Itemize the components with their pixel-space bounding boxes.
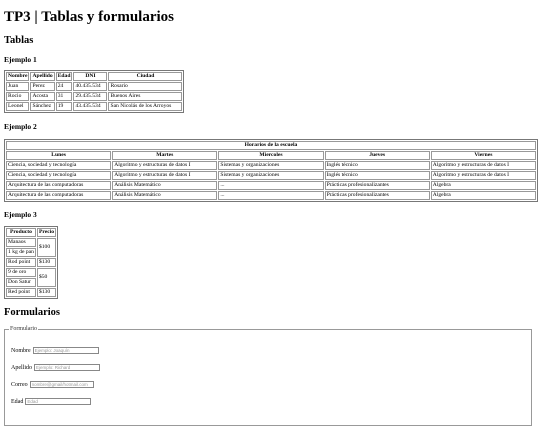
table-row [6, 288, 56, 297]
column-header: Lunes [6, 151, 111, 160]
table-cell: Leonel [6, 102, 29, 111]
table-cell: Algebra [431, 181, 536, 190]
price-cell: $50 [37, 268, 56, 287]
table-row [6, 181, 536, 190]
column-header: Ciudad [108, 72, 182, 81]
table-cell: Arquitectura de las computadoras [6, 181, 111, 190]
column-header: Martes [112, 151, 217, 160]
table-row [6, 258, 56, 267]
form-legend: Formulario [10, 326, 37, 332]
table-cell: Red point [6, 288, 36, 297]
table-row [6, 161, 536, 170]
column-header: Viernes [431, 151, 536, 160]
table-row [6, 82, 182, 91]
price-cell: $130 [37, 258, 56, 267]
table-cell: ... [218, 181, 323, 190]
column-header: Edad [57, 73, 71, 79]
table-cell: Análisis Matemático [112, 191, 217, 200]
tables-heading: Tablas [4, 35, 34, 46]
table-cell: 9 de oro [6, 268, 36, 277]
name-input[interactable] [33, 347, 99, 354]
price-cell: $100 [37, 238, 56, 257]
table-cell: Sistemas y organizaciones [218, 171, 323, 180]
table-cell: 43.435.534 [73, 102, 107, 111]
email-label: Correo [11, 381, 28, 388]
table-header-row [6, 228, 56, 237]
table-row [6, 238, 56, 247]
table-cell: Arquitectura de las computadoras [6, 191, 111, 200]
table-cell: Sistemas y organizaciones [218, 161, 323, 170]
table-row [6, 171, 536, 180]
table-cell: Ciencia, sociedad y tecnología [6, 171, 111, 180]
column-header: Nombre [8, 73, 28, 79]
table-cell: Análisis Matemático [112, 181, 217, 190]
table-cell: Inglés técnico [325, 171, 430, 180]
table-cell: Juan [6, 82, 29, 91]
age-label: Edad [11, 398, 24, 405]
surname-input[interactable] [34, 364, 100, 371]
name-row [11, 347, 99, 354]
example-2-heading: Ejemplo 2 [4, 122, 37, 131]
table-header-row [6, 72, 182, 81]
table-cell: Ciencia, sociedad y tecnología [6, 161, 111, 170]
table-cell: 40.435.534 [73, 82, 107, 91]
surname-label: Apellido [11, 364, 32, 371]
name-label: Nombre [11, 347, 31, 354]
table-cell: Perez [30, 82, 54, 91]
table-cell: Inglés técnico [325, 161, 430, 170]
column-header: Jueves [325, 151, 430, 160]
column-header: Miercoles [218, 151, 323, 160]
email-row [11, 381, 94, 388]
table-cell: Rosario [108, 82, 182, 91]
age-row [11, 398, 91, 405]
email-input[interactable] [30, 381, 94, 388]
example-3-heading: Ejemplo 3 [4, 210, 37, 219]
table-cell: Rocio [6, 92, 29, 101]
table-cell: Algoritmo y estructuras de datos I [112, 161, 217, 170]
table-cell: Algoritmo y estructuras de datos I [112, 171, 217, 180]
schedule-caption: Horarios de la escuela [6, 141, 536, 150]
table-cell: 24 [56, 82, 73, 91]
table-cell: 31 [56, 92, 73, 101]
age-input[interactable] [25, 398, 91, 405]
table-header-row [6, 151, 536, 160]
table-cell: ... [218, 191, 323, 200]
page-title: TP3 | Tablas y formularios [4, 9, 174, 25]
table-cell: Acosta [30, 92, 54, 101]
table-row [6, 102, 182, 111]
table-row [6, 191, 536, 200]
form-fieldset [4, 326, 532, 426]
schedule-table [4, 139, 538, 202]
products-table [4, 226, 58, 299]
table-cell: Manaos [6, 238, 36, 247]
column-header: Precio [38, 229, 55, 235]
forms-heading: Formularios [4, 307, 60, 318]
price-cell: $130 [37, 288, 56, 297]
table-cell: Algebra [431, 191, 536, 200]
table-caption-row [6, 141, 536, 150]
column-header: Apellido [32, 73, 53, 79]
table-cell: San Nicolás de los Arroyos [108, 102, 182, 111]
table-cell: Don Satur [6, 278, 36, 287]
table-cell: Algoritmo y estructuras de datos I [431, 171, 536, 180]
example-1-heading: Ejemplo 1 [4, 55, 37, 64]
table-cell: Algoritmo y estructuras de datos I [431, 161, 536, 170]
table-cell: 19 [56, 102, 73, 111]
people-table [4, 70, 184, 113]
column-header: Producto [6, 228, 36, 237]
table-cell: Prácticas profesionalizantes [325, 181, 430, 190]
table-cell: Rod point [6, 258, 36, 267]
table-cell: Prácticas profesionalizantes [325, 191, 430, 200]
table-cell: 1 kg de pan [8, 249, 34, 255]
table-cell: 29.435.534 [73, 92, 107, 101]
table-cell: Sánchez [30, 102, 54, 111]
column-header: DNI [73, 72, 107, 81]
table-row [6, 92, 182, 101]
table-row [6, 268, 56, 277]
table-cell: Buenos Aires [108, 92, 182, 101]
surname-row [11, 364, 100, 371]
